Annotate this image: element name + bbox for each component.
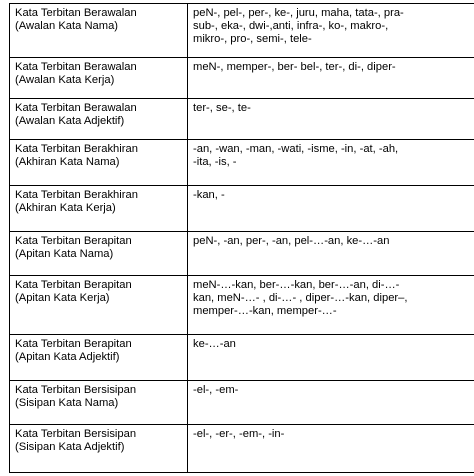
- word-type-line: (Akhiran Kata Nama): [15, 156, 120, 169]
- word-type-cell: [10, 232, 188, 276]
- affix-list-cell: [188, 424, 474, 472]
- affix-list-cell: [188, 58, 474, 99]
- affix-table-container: [9, 3, 465, 473]
- word-type-line: Kata Terbitan Berapitan: [15, 235, 132, 248]
- affix-line: ke-…-an: [193, 337, 236, 350]
- affix-line: memper-…-kan, memper-…-: [193, 305, 337, 318]
- affix-line: -an, -wan, -man, -wati, -isme, -in, -at, -ah,: [193, 143, 399, 156]
- word-type-cell: [10, 424, 188, 472]
- affix-list-cell: [188, 186, 474, 232]
- table-row: [10, 424, 474, 472]
- word-type-line: (Apitan Kata Nama): [15, 248, 114, 261]
- affix-line: meN-, memper-, ber- bel-, ter-, di-, diper-: [193, 61, 396, 74]
- word-type-cell: [10, 276, 188, 334]
- word-type-line: (Sisipan Kata Nama): [15, 396, 119, 409]
- affix-line: meN-…-kan, ber-…-kan, ber-…-an, di-…-: [193, 279, 400, 292]
- word-type-line: Kata Terbitan Berapitan: [15, 337, 132, 350]
- word-type-line: (Apitan Kata Adjektif): [15, 350, 120, 363]
- affix-line: -el-, -er-, -em-, -in-: [193, 427, 285, 440]
- table-row: [10, 140, 474, 186]
- affix-list-cell: [188, 380, 474, 424]
- word-type-cell: [10, 186, 188, 232]
- affix-table: [9, 3, 474, 473]
- word-type-line: Kata Terbitan Berakhiran: [15, 143, 138, 156]
- affix-line: -kan, -: [193, 189, 225, 202]
- affix-list-cell: [188, 99, 474, 140]
- word-type-line: (Apitan Kata Kerja): [15, 292, 110, 305]
- affix-line: -el-, -em-: [193, 383, 239, 396]
- word-type-cell: [10, 140, 188, 186]
- word-type-cell: [10, 4, 188, 58]
- word-type-line: (Awalan Kata Kerja): [15, 74, 115, 87]
- table-row: [10, 276, 474, 334]
- affix-line: kan, meN-…- , di-…- , diper-…-kan, diper–,: [193, 292, 408, 305]
- affix-line: peN-, -an, per-, -an, pel-…-an, ke-…-an: [193, 235, 390, 248]
- word-type-line: Kata Terbitan Bersisipan: [15, 383, 137, 396]
- affix-line: sub-, eka-, dwi-,anti, infra-, ko-, makro-,: [193, 20, 389, 32]
- word-type-line: (Sisipan Kata Adjektif): [15, 440, 125, 453]
- word-type-line: Kata Terbitan Berapitan: [15, 279, 132, 292]
- word-type-cell: [10, 58, 188, 99]
- table-row: [10, 232, 474, 276]
- word-type-line: (Awalan Kata Nama): [15, 20, 119, 32]
- affix-table-body: [10, 4, 474, 473]
- word-type-line: Kata Terbitan Berakhiran: [15, 189, 138, 202]
- table-row: [10, 186, 474, 232]
- table-row: [10, 380, 474, 424]
- affix-list-cell: [188, 334, 474, 380]
- word-type-line: Kata Terbitan Berawalan: [15, 102, 137, 115]
- table-row: [10, 4, 474, 58]
- word-type-line: (Akhiran Kata Kerja): [15, 202, 116, 215]
- table-row: [10, 58, 474, 99]
- word-type-cell: [10, 99, 188, 140]
- word-type-line: Kata Terbitan Bersisipan: [15, 427, 137, 440]
- affix-line: -ita, -is, -: [193, 156, 237, 169]
- table-row: [10, 334, 474, 380]
- affix-list-cell: [188, 276, 474, 334]
- word-type-cell: [10, 380, 188, 424]
- affix-line: peN-, pel-, per-, ke-, juru, maha, tata-, pra-: [193, 7, 404, 19]
- affix-list-cell: [188, 4, 474, 58]
- affix-line: ter-, se-, te-: [193, 102, 251, 115]
- table-row: [10, 99, 474, 140]
- word-type-line: Kata Terbitan Berawalan: [15, 61, 137, 74]
- affix-list-cell: [188, 140, 474, 186]
- word-type-line: Kata Terbitan Berawalan: [15, 7, 137, 19]
- affix-list-cell: [188, 232, 474, 276]
- word-type-cell: [10, 334, 188, 380]
- affix-line: mikro-, pro-, semi-, tele-: [193, 33, 312, 45]
- word-type-line: (Awalan Kata Adjektif): [15, 115, 125, 128]
